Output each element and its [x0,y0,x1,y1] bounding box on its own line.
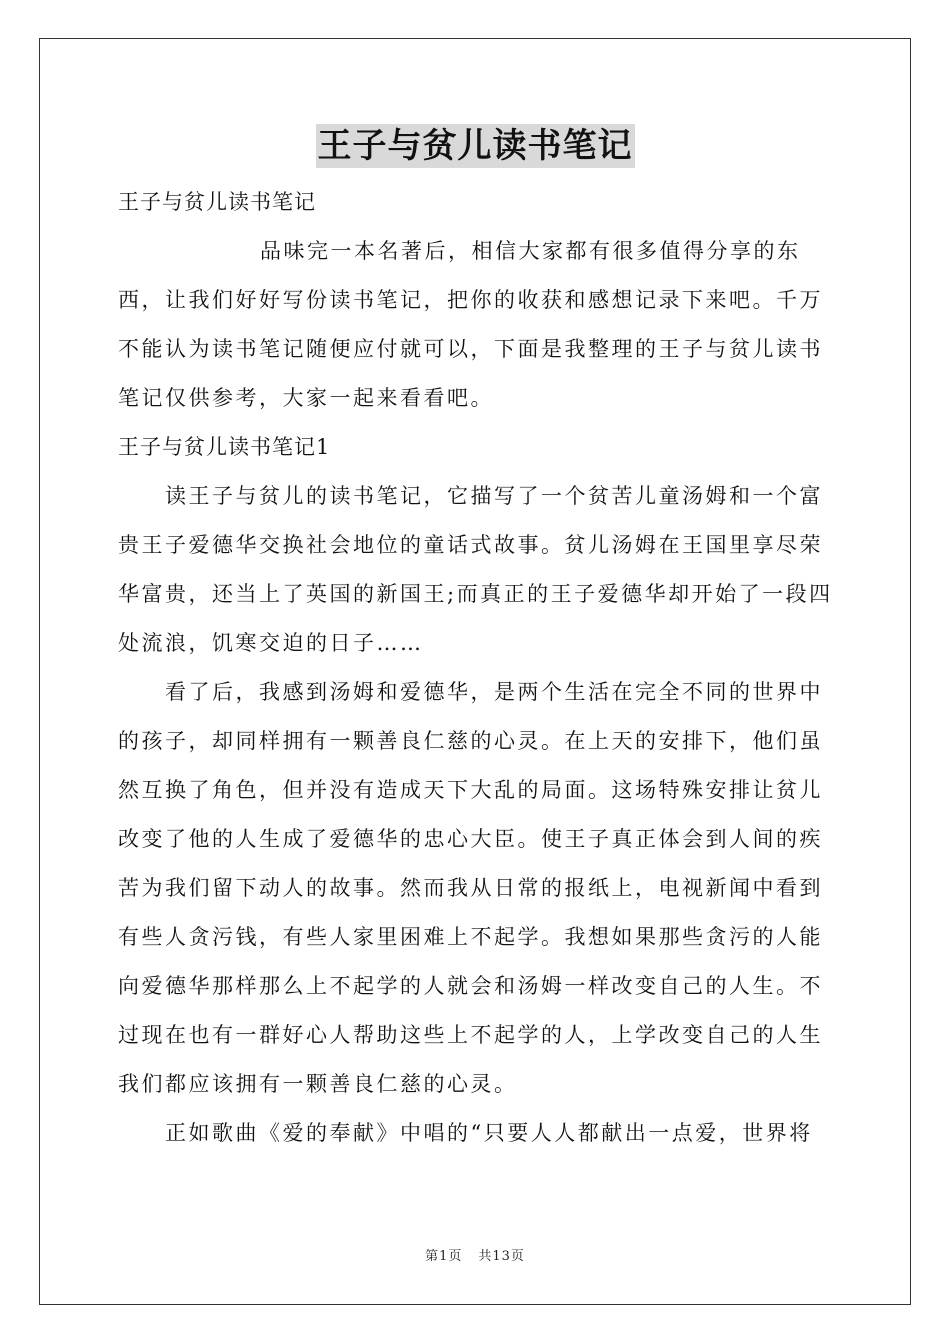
body-paragraph-2: 看了后，我感到汤姆和爱德华，是两个生活在完全不同的世界中的孩子，却同样拥有一颗善良仁慈的心灵。在上天的安排下，他们虽然互换了角色，但并没有造成天下大乱的局面。这场特殊安排让贫儿改变了他的人生成了爱德华的忠心大臣。使王子真正体会到人间的疾苦为我们留下动人的故事。然而我从日常的报纸上，电视新闻中看到有些人贪污钱，有些人家里困难上不起学。我想如果那些贪污的人能向爱德华那样那么上不起学的人就会和汤姆一样改变自己的人生。不过现在也有一群好心人帮助这些上不起学的人，上学改变自己的人生我们都应该拥有一颗善良仁慈的心灵。 [118,680,823,1096]
page-footer [0,1245,950,1264]
body-paragraph-1: 读王子与贫儿的读书笔记，它描写了一个贫苦儿童汤姆和一个富贵王子爱德华交换社会地位的童话式故事。贫儿汤姆在王国里享尽荣华富贵，还当上了英国的新国王;而真正的王子爱德华却开始了一段四处流浪，饥寒交迫的日子…… [118,484,833,655]
intro-paragraph: 品味完一本名著后，相信大家都有很多值得分享的东西，让我们好好写份读书笔记，把你的收获和感想记录下来吧。千万不能认为读书笔记随便应付就可以，下面是我整理的王子与贫儿读书笔记仅供参考，大家一起来看看吧。 [118,239,823,410]
document-body [118,178,834,1158]
body-paragraph-3: 正如歌曲《爱的奉献》中唱的“只要人人都献出一点爱，世界将 [165,1121,813,1145]
document-subtitle: 王子与贫儿读书笔记 [118,190,316,214]
section-heading: 王子与贫儿读书笔记1 [118,435,331,459]
document-title: 王子与贫儿读书笔记 [317,126,633,166]
page-total: 共13页 [478,1249,525,1264]
page-number: 第1页 [425,1249,463,1264]
title-container [0,124,950,168]
